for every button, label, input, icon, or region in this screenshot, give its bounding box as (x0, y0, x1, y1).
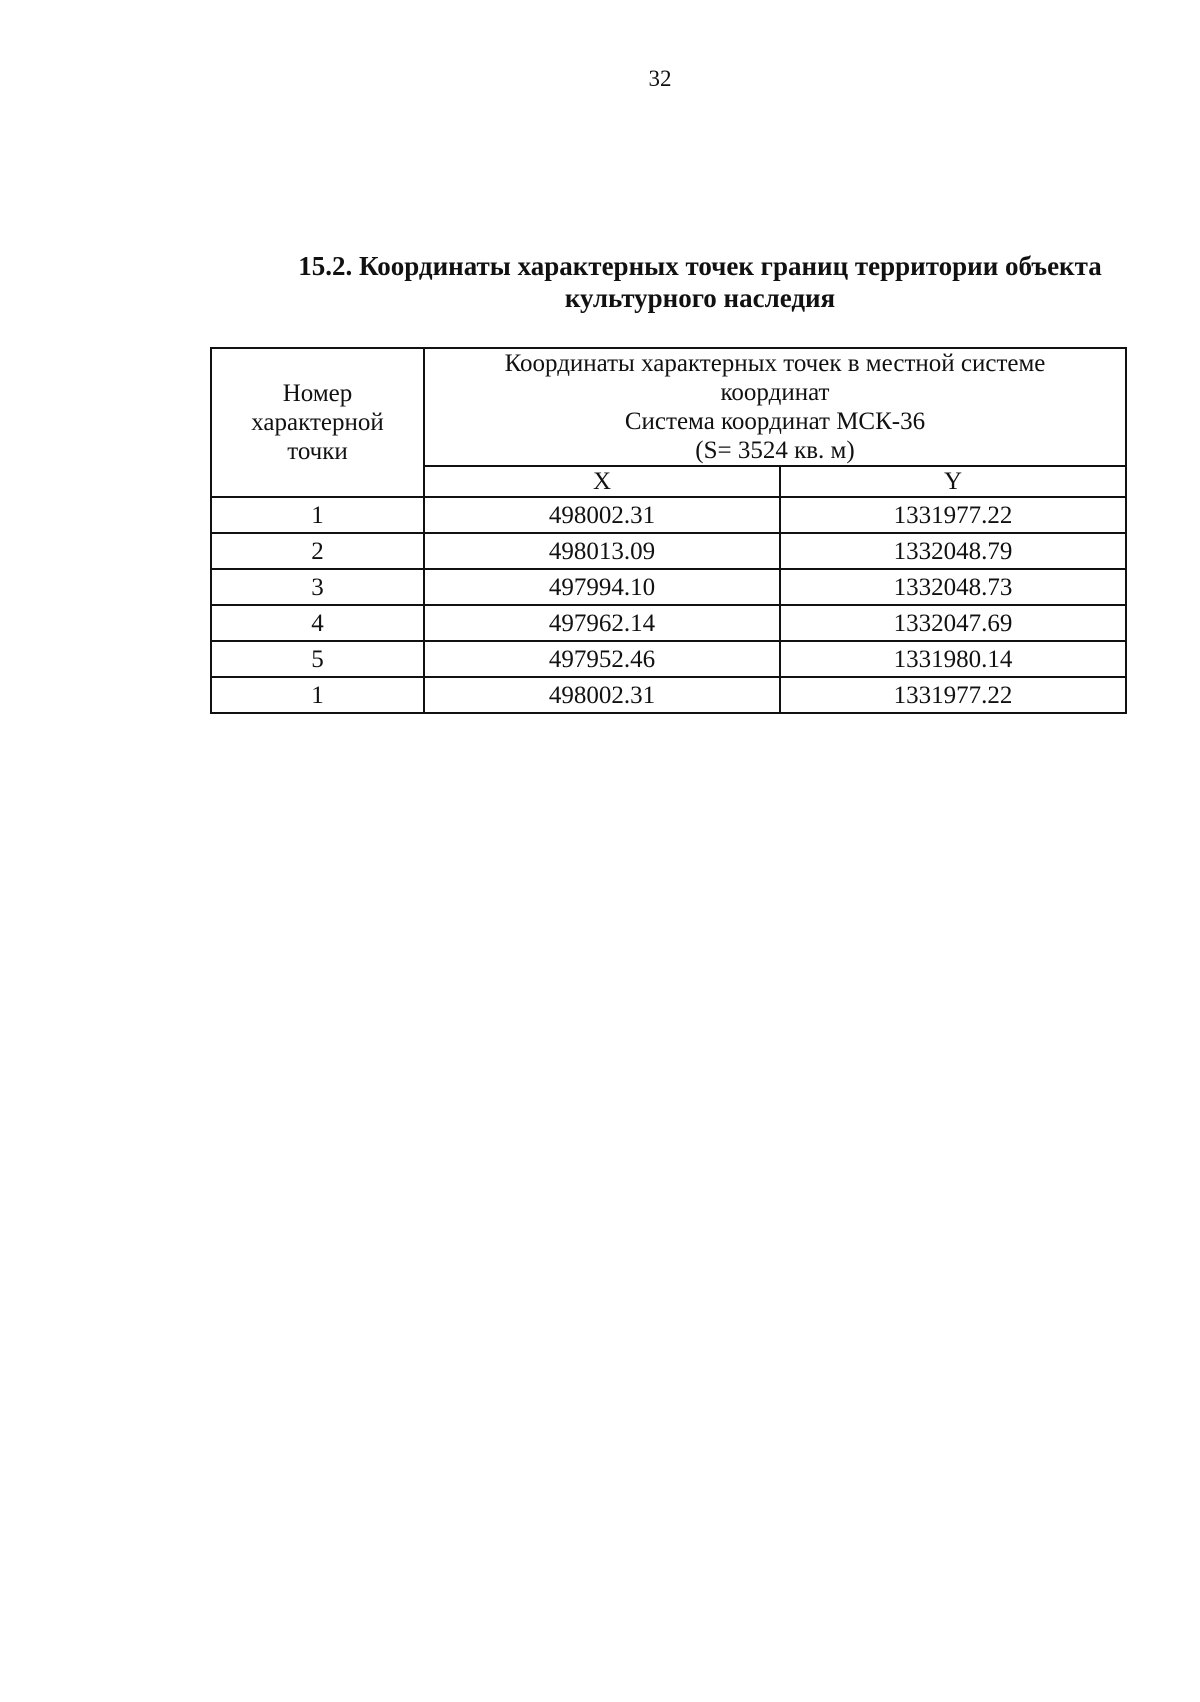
point-cell: 1 (211, 677, 424, 713)
table-row (211, 533, 1126, 569)
coord-header-line: Координаты характерных точек в местной системе (504, 350, 1046, 377)
point-cell: 2 (211, 533, 424, 569)
section-title-line-2: культурного наследия (564, 283, 836, 313)
point-cell: 5 (211, 641, 424, 677)
y-column-header: Y (780, 466, 1126, 497)
x-cell: 497962.14 (424, 605, 780, 641)
y-cell: 1331977.22 (780, 497, 1126, 533)
point-cell: 3 (211, 569, 424, 605)
page-number: 32 (648, 66, 672, 91)
table-header-row (211, 348, 1126, 466)
coord-header-line: координат (720, 379, 830, 406)
coordinates-table (210, 347, 1127, 714)
x-cell: 498013.09 (424, 533, 780, 569)
table-row (211, 605, 1126, 641)
point-header-line: точки (287, 438, 348, 465)
x-column-header: X (424, 466, 780, 497)
y-cell: 1332047.69 (780, 605, 1126, 641)
x-cell: 497952.46 (424, 641, 780, 677)
section-title-line-1: 15.2. Координаты характерных точек границ территории объекта (298, 251, 1102, 281)
point-cell: 1 (211, 497, 424, 533)
y-cell: 1332048.79 (780, 533, 1126, 569)
x-cell: 498002.31 (424, 677, 780, 713)
table-row (211, 569, 1126, 605)
y-cell: 1331980.14 (780, 641, 1126, 677)
coord-header-line: (S= 3524 кв. м) (695, 437, 855, 464)
x-cell: 497994.10 (424, 569, 780, 605)
point-header-line: Номер (282, 380, 353, 407)
table-row (211, 641, 1126, 677)
table-row (211, 497, 1126, 533)
coordinates-header (424, 348, 1126, 466)
section-title (270, 250, 1130, 314)
y-cell: 1331977.22 (780, 677, 1126, 713)
point-cell: 4 (211, 605, 424, 641)
y-cell: 1332048.73 (780, 569, 1126, 605)
coord-header-line: Система координат МСК-36 (624, 408, 926, 435)
table-row (211, 677, 1126, 713)
point-header-line: характерной (251, 409, 384, 436)
point-number-header (211, 348, 424, 497)
x-cell: 498002.31 (424, 497, 780, 533)
